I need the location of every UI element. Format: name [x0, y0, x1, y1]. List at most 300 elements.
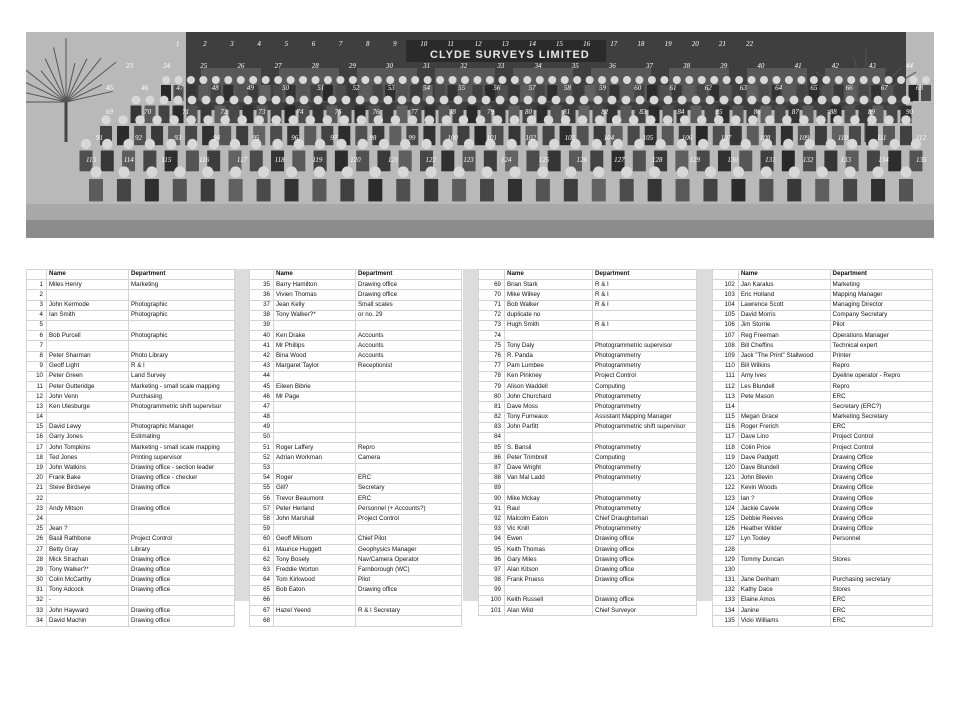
header-number [250, 270, 274, 280]
person-head [636, 96, 645, 105]
person-number-label: 37 [646, 62, 653, 70]
person-name: Frank Pruess [505, 575, 593, 585]
person-number-label: 25 [200, 62, 208, 70]
person-number-label: 98 [369, 134, 377, 142]
person-head [216, 96, 225, 105]
roster-row [713, 616, 933, 626]
department: Small scales [356, 300, 462, 310]
person-head [748, 115, 758, 125]
person-number-label: 129 [689, 156, 701, 164]
header-number [713, 270, 739, 280]
roster-row [713, 524, 933, 534]
department: ERC [830, 392, 932, 402]
roster-number: 9 [27, 361, 47, 371]
person-name: Dave Moss [505, 402, 593, 412]
roster-number: 77 [479, 361, 505, 371]
roster-row [713, 504, 933, 514]
roster-row [713, 494, 933, 504]
person-head [102, 139, 112, 149]
person-number-label: 40 [757, 62, 765, 70]
roster-number: 11 [27, 382, 47, 392]
person-number-label: 80 [525, 108, 533, 116]
roster-number: 92 [479, 514, 505, 524]
roster-row [27, 606, 235, 616]
person-number-label: 38 [683, 62, 691, 70]
roster-number: 74 [479, 331, 505, 341]
person-body [899, 179, 913, 201]
roster-row [713, 341, 933, 351]
department: Personnel (+ Accounts?) [356, 504, 462, 514]
roster-number: 3 [27, 300, 47, 310]
person-body [480, 179, 494, 201]
person-number-label: 2 [203, 40, 207, 48]
header-department: Department [830, 270, 932, 280]
roster-row [479, 382, 697, 392]
person-number-label: 58 [563, 84, 571, 92]
department: Nav/Camera Operator [356, 555, 462, 565]
department: Purchasing secretary [830, 575, 932, 585]
person-number-label: 67 [880, 84, 888, 92]
person-name [47, 514, 129, 524]
department [129, 524, 235, 534]
department: Drawing office [593, 575, 697, 585]
person-name: Tom Kirkwood [274, 575, 356, 585]
roster-number: 41 [250, 341, 274, 351]
person-number-label: 85 [715, 108, 723, 116]
roster-row [250, 422, 462, 432]
roster-row [479, 361, 697, 371]
roster-number: 125 [713, 514, 739, 524]
department: Drawing Office [830, 504, 932, 514]
roster-number: 37 [250, 300, 274, 310]
department: Drawing Office [830, 463, 932, 473]
person-head [698, 139, 708, 149]
roster-number: 42 [250, 351, 274, 361]
roster-number: 104 [713, 300, 739, 310]
person-head [449, 76, 457, 84]
person-name: Geoff Milsom [274, 534, 356, 544]
department: Drawing office [593, 596, 697, 606]
person-name: R. Panda [505, 351, 593, 361]
person-head [187, 139, 197, 149]
person-number-label: 132 [802, 156, 814, 164]
roster-number: 71 [479, 300, 505, 310]
person-body [304, 126, 316, 145]
person-number-label: 57 [528, 84, 536, 92]
person-number-label: 53 [387, 84, 395, 92]
roster-number: 62 [250, 555, 274, 565]
person-head [549, 139, 559, 149]
roster-number: 93 [479, 524, 505, 534]
person-head [922, 76, 930, 84]
person-name: Mr Phillips [274, 341, 356, 351]
person-head [664, 96, 673, 105]
person-number-label: 77 [410, 108, 418, 116]
person-head [237, 115, 247, 125]
person-head [459, 115, 469, 125]
roster-row [479, 494, 697, 504]
person-name: Kevin Woods [738, 483, 830, 493]
roster-row [479, 320, 697, 330]
person-number-label: 11 [447, 40, 454, 48]
person-head [650, 96, 659, 105]
department [129, 596, 235, 606]
roster-row [479, 310, 697, 320]
person-number-label: 32 [460, 62, 468, 70]
roster-row [479, 443, 697, 453]
roster-number: 14 [27, 412, 47, 422]
header-name: Name [505, 270, 593, 280]
person-name: Steve Birdseye [47, 483, 129, 493]
person-number-label: 106 [681, 134, 693, 142]
roster-row [713, 371, 933, 381]
roster-row [713, 310, 933, 320]
roster-row [250, 331, 462, 341]
roster-number: 35 [250, 280, 274, 290]
department: Mapping Manager [830, 290, 932, 300]
department: Drawing office [129, 483, 235, 493]
roster-number: 80 [479, 392, 505, 402]
roster-row [713, 320, 933, 330]
person-name: Eileen Bibrie [274, 382, 356, 392]
person-head [145, 139, 155, 149]
person-head [735, 76, 743, 84]
department: Drawing Office [830, 524, 932, 534]
roster-number: 129 [713, 555, 739, 565]
roster-row [27, 494, 235, 504]
roster-number: 110 [713, 361, 739, 371]
person-head [846, 96, 855, 105]
person-head [286, 96, 295, 105]
person-name: Debbie Reeves [738, 514, 830, 524]
roster-row [250, 596, 462, 606]
person-name: - [47, 596, 129, 606]
roster-row [250, 310, 462, 320]
person-number-label: 30 [386, 62, 393, 70]
person-name: Frank Bake [47, 473, 129, 483]
roster-row [713, 412, 933, 422]
roster-number: 10 [27, 371, 47, 381]
person-name: Mr Page [274, 392, 356, 402]
person-head [146, 96, 155, 105]
person-head [146, 166, 157, 177]
roster-row [713, 300, 933, 310]
person-name: Alan Kitson [505, 565, 593, 575]
roster-number: 44 [250, 371, 274, 381]
person-head [398, 96, 407, 105]
person-number-label: 123 [463, 156, 474, 164]
person-number-label: 28 [311, 62, 319, 70]
person-number-label: 121 [387, 156, 399, 164]
person-number-label: 131 [765, 156, 776, 164]
person-number-label: 6 [311, 40, 316, 48]
person-head [506, 139, 516, 149]
person-number-label: 130 [727, 156, 738, 164]
department: ERC [830, 596, 932, 606]
person-head [436, 76, 444, 84]
person-name [274, 596, 356, 606]
person-head [710, 76, 718, 84]
person-body [759, 179, 773, 201]
person-name [274, 616, 356, 626]
roster-number: 121 [713, 473, 739, 483]
person-head [262, 76, 270, 84]
department: Photographic Manager [129, 422, 235, 432]
person-head [655, 139, 665, 149]
person-head [593, 166, 604, 177]
person-number-label: 100 [447, 134, 458, 142]
person-head [199, 76, 207, 84]
person-number-label: 34 [534, 62, 542, 70]
person-head [442, 115, 452, 125]
column-gap [234, 269, 249, 601]
person-head [748, 76, 756, 84]
person-name: Van Mal Ladd [505, 473, 593, 483]
roster-number: 7 [27, 341, 47, 351]
person-number-label: 54 [422, 84, 430, 92]
person-head [212, 76, 220, 84]
person-number-label: 127 [614, 156, 625, 164]
department: Repro [356, 443, 462, 453]
person-head [118, 166, 129, 177]
roster-number: 126 [713, 524, 739, 534]
person-number-label: 42 [831, 62, 839, 70]
person-number-label: 10 [420, 40, 428, 48]
person-name: Lawrence Scott [738, 300, 830, 310]
roster-number: 45 [250, 382, 274, 392]
roster-row [713, 351, 933, 361]
person-head [598, 76, 606, 84]
roster-number: 85 [479, 443, 505, 453]
department [129, 290, 235, 300]
person-head [464, 139, 474, 149]
person-body [389, 126, 401, 145]
roster-row [27, 422, 235, 432]
person-name: Dave Padgett [738, 453, 830, 463]
person-head [723, 76, 731, 84]
department: Photogrammetry [593, 361, 697, 371]
roster-number: 65 [250, 585, 274, 595]
department: Marketing [129, 280, 235, 290]
person-name: John Parfitt [505, 422, 593, 432]
person-head [357, 115, 367, 125]
department: Project Control [830, 433, 932, 443]
person-number-label: 124 [501, 156, 512, 164]
person-head [847, 76, 855, 84]
person-head [426, 96, 435, 105]
person-head [586, 76, 594, 84]
department: Photogrammetry [593, 494, 697, 504]
person-name: Maurice Huggett [274, 545, 356, 555]
person-name: Dave Blundell [738, 463, 830, 473]
department: Photogrammetry [593, 524, 697, 534]
roster-row [479, 606, 697, 616]
roster-row [713, 545, 933, 555]
roster-number: 105 [713, 310, 739, 320]
person-number-label: 82 [601, 108, 609, 116]
roster-row [479, 545, 697, 555]
roster-row [250, 341, 462, 351]
person-head [760, 76, 768, 84]
person-number-label: 13 [501, 40, 509, 48]
person-body [620, 179, 634, 201]
person-number-label: 12 [474, 40, 482, 48]
roster-row [27, 443, 235, 453]
person-name: Freddie Worton [274, 565, 356, 575]
person-number-label: 45 [106, 84, 113, 92]
roster-row [250, 453, 462, 463]
department: Drawing office [356, 290, 462, 300]
roster-number: 111 [713, 371, 739, 381]
roster-number: 19 [27, 463, 47, 473]
roster-block-2 [249, 269, 462, 627]
person-name: Amy Ives [738, 371, 830, 381]
roster-number: 28 [27, 555, 47, 565]
roster-number: 64 [250, 575, 274, 585]
roster-row [479, 392, 697, 402]
roster-number: 123 [713, 494, 739, 504]
roster-number: 50 [250, 433, 274, 443]
roster-number: 72 [479, 310, 505, 320]
roster-row [27, 596, 235, 606]
person-number-label: 126 [576, 156, 587, 164]
person-name: Vivien Thomas [274, 290, 356, 300]
person-number-label: 62 [704, 84, 712, 92]
person-number-label: 113 [86, 156, 96, 164]
department [356, 524, 462, 534]
person-head [188, 96, 197, 105]
department: Estimating [129, 433, 235, 443]
person-head [765, 115, 775, 125]
person-body [888, 151, 901, 172]
department: Photogrammetric supervisor [593, 341, 697, 351]
person-body [452, 179, 466, 201]
person-body [564, 179, 578, 201]
department: Personnel [830, 534, 932, 544]
person-number-label: 99 [408, 134, 416, 142]
person-name: Vic Knill [505, 524, 593, 534]
person-body [508, 179, 522, 201]
roster-number: 103 [713, 290, 739, 300]
roster-number: 90 [479, 494, 505, 504]
person-body [441, 151, 454, 172]
roster-number: 6 [27, 331, 47, 341]
roster-row [250, 555, 462, 565]
person-head [621, 166, 632, 177]
department: Drawing office [129, 585, 235, 595]
person-name: Ian ? [738, 494, 830, 504]
roster-number: 73 [479, 320, 505, 330]
roster-number: 13 [27, 402, 47, 412]
roster-row [27, 371, 235, 381]
person-head [356, 96, 365, 105]
person-number-label: 19 [664, 40, 672, 48]
person-number-label: 8 [366, 40, 370, 48]
department: Pilot [356, 575, 462, 585]
person-body [186, 151, 199, 172]
person-head [646, 115, 656, 125]
roster-number: 22 [27, 494, 47, 504]
department [356, 382, 462, 392]
person-number-label: 115 [161, 156, 172, 164]
person-number-label: 114 [123, 156, 134, 164]
person-number-label: 41 [794, 62, 802, 70]
department: Drawing Office [830, 483, 932, 493]
person-number-label: 97 [330, 134, 338, 142]
person-head [748, 96, 757, 105]
roster-header-row [27, 270, 235, 280]
roster-row [479, 565, 697, 575]
person-head [162, 76, 170, 84]
person-name [738, 565, 830, 575]
person-body [474, 126, 486, 145]
roster-row [479, 433, 697, 443]
person-head [258, 166, 269, 177]
person-number-label: 108 [759, 134, 771, 142]
person-head [595, 115, 605, 125]
person-name: Tony Furneaux [505, 412, 593, 422]
person-name: Peter Gutteridge [47, 382, 129, 392]
group-photo-drawing [26, 32, 934, 238]
department [129, 514, 235, 524]
person-head [220, 115, 230, 125]
person-head [339, 115, 349, 125]
roster-row [713, 585, 933, 595]
roster-row [479, 463, 697, 473]
roster-row [27, 392, 235, 402]
person-head [565, 166, 576, 177]
person-head [622, 96, 631, 105]
roster-number: 96 [479, 555, 505, 565]
header-name: Name [47, 270, 129, 280]
roster-number: 70 [479, 290, 505, 300]
roster-number: 79 [479, 382, 505, 392]
person-head [511, 76, 519, 84]
person-number-label: 86 [753, 108, 761, 116]
header-department: Department [129, 270, 235, 280]
person-head [230, 139, 240, 149]
roster-number: 132 [713, 585, 739, 595]
person-name: David Machin [47, 616, 129, 626]
person-name [274, 524, 356, 534]
roster-number: 76 [479, 351, 505, 361]
person-head [379, 139, 389, 149]
person-head [174, 166, 185, 177]
roster-number: 91 [479, 504, 505, 514]
person-name: Colin Price [738, 443, 830, 453]
person-head [426, 166, 437, 177]
person-head [872, 166, 883, 177]
roster-row [250, 616, 462, 626]
roster-row [713, 280, 933, 290]
roster-number: 97 [479, 565, 505, 575]
person-number-label: 56 [493, 84, 501, 92]
person-body [117, 179, 131, 201]
person-head [548, 76, 556, 84]
person-head [132, 96, 141, 105]
roster-row [27, 483, 235, 493]
person-number-label: 7 [338, 40, 343, 48]
roster-row [250, 443, 462, 453]
roster-row [713, 443, 933, 453]
person-head [789, 166, 800, 177]
department: Drawing office [129, 606, 235, 616]
roster-number: 87 [479, 463, 505, 473]
roster-number: 122 [713, 483, 739, 493]
roster-number: 75 [479, 341, 505, 351]
roster-row [27, 351, 235, 361]
department: Receptionist [356, 361, 462, 371]
